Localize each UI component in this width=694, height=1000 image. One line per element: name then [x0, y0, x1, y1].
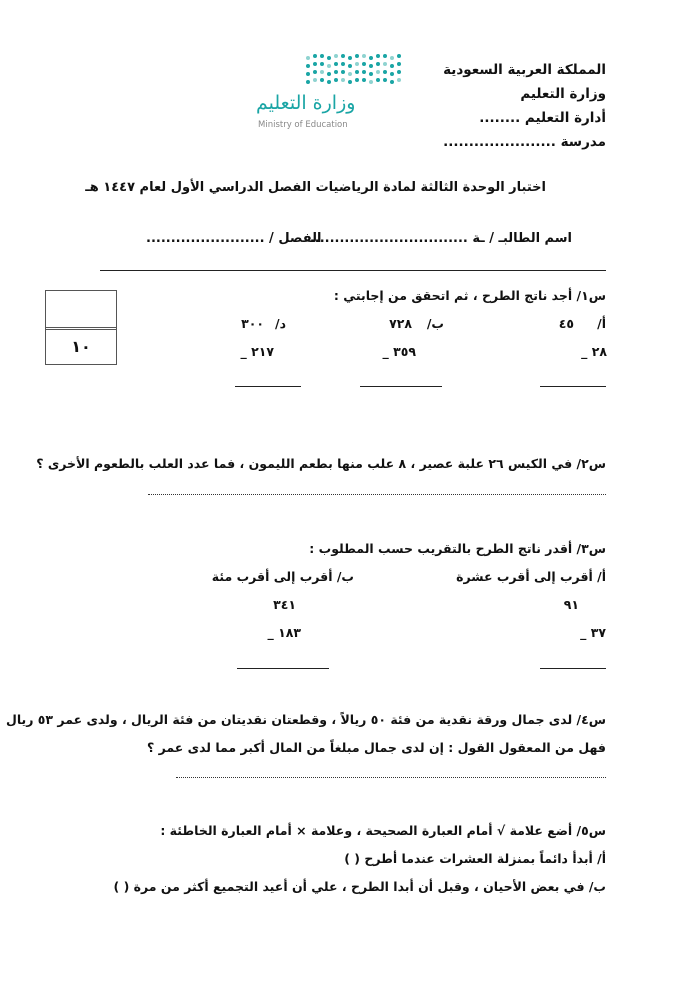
logo-dot	[369, 80, 373, 84]
kingdom-name: المملكة العربية السعودية	[443, 62, 606, 78]
logo-dot	[320, 54, 324, 58]
q1-d-bottom: ٢١٧ _	[240, 344, 274, 359]
q3-b-top: ٣٤١	[273, 597, 296, 612]
logo-dot	[383, 78, 387, 82]
logo-dot	[383, 54, 387, 58]
q4-answer-line[interactable]	[176, 777, 606, 778]
q1-a-bottom: ٢٨ _	[581, 344, 607, 359]
logo-dot	[397, 78, 401, 82]
q1-d-label: د/	[275, 316, 286, 331]
q1-b-label: ب/	[426, 316, 444, 331]
logo-dot	[320, 62, 324, 66]
q4-line2: فهل من المعقول القول : إن لدى جمال مبلغاً من المال أكبر مما لدى عمر ؟	[146, 740, 606, 755]
logo-dot	[369, 72, 373, 76]
ministry-name: وزارة التعليم	[520, 86, 606, 102]
logo-dot	[362, 70, 366, 74]
logo-dot	[348, 72, 352, 76]
q1-a-top: ٤٥	[558, 316, 574, 331]
q3-a-top: ٩١	[563, 597, 579, 612]
logo-dot	[334, 70, 338, 74]
logo-dot	[348, 80, 352, 84]
q3-a-bottom: ٣٧ _	[580, 625, 606, 640]
q3-b-label: ب/ أقرب إلى أقرب مئة	[211, 569, 354, 584]
logo-dot	[306, 72, 310, 76]
logo-dot	[362, 54, 366, 58]
q1-b-bottom: ٣٥٩ _	[382, 344, 416, 359]
logo-dot	[341, 78, 345, 82]
logo-dot	[327, 56, 331, 60]
q1-a-label: أ/	[597, 316, 606, 331]
logo-dot	[376, 70, 380, 74]
logo-dot	[397, 54, 401, 58]
logo-dot	[355, 62, 359, 66]
logo-dot	[362, 62, 366, 66]
logo-dot	[362, 78, 366, 82]
logo-dot	[369, 64, 373, 68]
q1-b-top: ٧٢٨	[389, 316, 412, 331]
logo-dot	[390, 80, 394, 84]
logo-dot	[390, 72, 394, 76]
logo-dot	[334, 54, 338, 58]
logo-dot	[306, 56, 310, 60]
header-divider	[100, 270, 606, 271]
score-box-earned[interactable]	[45, 290, 117, 330]
logo-dot	[397, 62, 401, 66]
logo-dot	[341, 62, 345, 66]
logo-dot	[313, 78, 317, 82]
administration-field: أدارة التعليم ........	[479, 110, 606, 126]
logo-dot	[313, 62, 317, 66]
q5-statement-a[interactable]: أ/ أبدأ دائماً بمنزلة العشرات عندما أطرح ( )	[344, 851, 606, 866]
q3-title: س٣/ أقدر ناتج الطرح بالتقريب حسب المطلوب :	[309, 541, 606, 556]
logo-dot	[390, 64, 394, 68]
logo-dot	[390, 56, 394, 60]
q1-a-answer-line[interactable]	[540, 386, 606, 387]
logo-dot	[334, 78, 338, 82]
q1-d-answer-line[interactable]	[235, 386, 301, 387]
logo-dot	[341, 54, 345, 58]
logo-dot	[397, 70, 401, 74]
q2-answer-line[interactable]	[148, 494, 606, 495]
logo-dot	[327, 72, 331, 76]
logo-dot	[348, 56, 352, 60]
logo-dot	[355, 78, 359, 82]
q5-title: س٥/ أضع علامة √ أمام العبارة الصحيحة ، وعلامة × أمام العبارة الخاطئة :	[160, 823, 606, 838]
logo-dot	[320, 70, 324, 74]
school-field: مدرسة ......................	[443, 134, 606, 150]
logo-dot	[327, 64, 331, 68]
logo-dot	[383, 70, 387, 74]
logo-dot	[376, 78, 380, 82]
logo-english-text: Ministry of Education	[258, 120, 348, 130]
q4-line1: س٤/ لدى جمال ورقة نقدية من فئة ٥٠ ريالاً ، وقطعتان نقديتان من فئة الريال ، ولدى عمر ٥٣ ريال	[6, 712, 606, 727]
student-name-field[interactable]: اسم الطالبـ / ـة ................................	[309, 231, 572, 246]
q1-d-top: ٣٠٠	[241, 316, 264, 331]
q3-b-answer-line[interactable]	[237, 668, 329, 669]
logo-dot	[327, 80, 331, 84]
score-total: ١٠	[71, 336, 91, 356]
logo-dot	[334, 62, 338, 66]
logo-dot	[383, 62, 387, 66]
q5-statement-b[interactable]: ب/ في بعض الأحيان ، وقبل أن أبدا الطرح ، علي أن أعيد التجميع أكثر من مرة ( )	[113, 879, 606, 894]
logo-dot	[313, 54, 317, 58]
logo-dot	[341, 70, 345, 74]
q3-b-bottom: ١٨٣ _	[267, 625, 301, 640]
logo-dot	[306, 80, 310, 84]
logo-dot	[306, 64, 310, 68]
q3-a-label: أ/ أقرب إلى أقرب عشرة	[456, 569, 606, 584]
q1-title: س١/ أجد ناتج الطرح ، ثم اتحقق من إجابتي :	[333, 288, 606, 303]
exam-title: اختبار الوحدة الثالثة لمادة الرياضيات الفصل الدراسي الأول لعام ١٤٤٧ هـ	[85, 180, 546, 195]
logo-dot	[313, 70, 317, 74]
q1-b-answer-line[interactable]	[360, 386, 442, 387]
q2-question: س٢/ في الكيس ٢٦ علبة عصير ، ٨ علب منها بطعم الليمون ، فما عدد العلب بالطعوم الأخرى ؟	[36, 456, 606, 471]
logo-dot	[320, 78, 324, 82]
logo-arabic-text: وزارة التعليم	[256, 92, 356, 114]
q3-a-answer-line[interactable]	[540, 668, 606, 669]
class-field[interactable]: الفصل / ........................	[146, 231, 322, 246]
logo-dot	[355, 70, 359, 74]
logo-dot	[369, 56, 373, 60]
ministry-logo-dots	[306, 54, 402, 90]
logo-dot	[376, 54, 380, 58]
score-box-total	[45, 327, 117, 365]
logo-dot	[355, 54, 359, 58]
logo-dot	[376, 62, 380, 66]
logo-dot	[348, 64, 352, 68]
